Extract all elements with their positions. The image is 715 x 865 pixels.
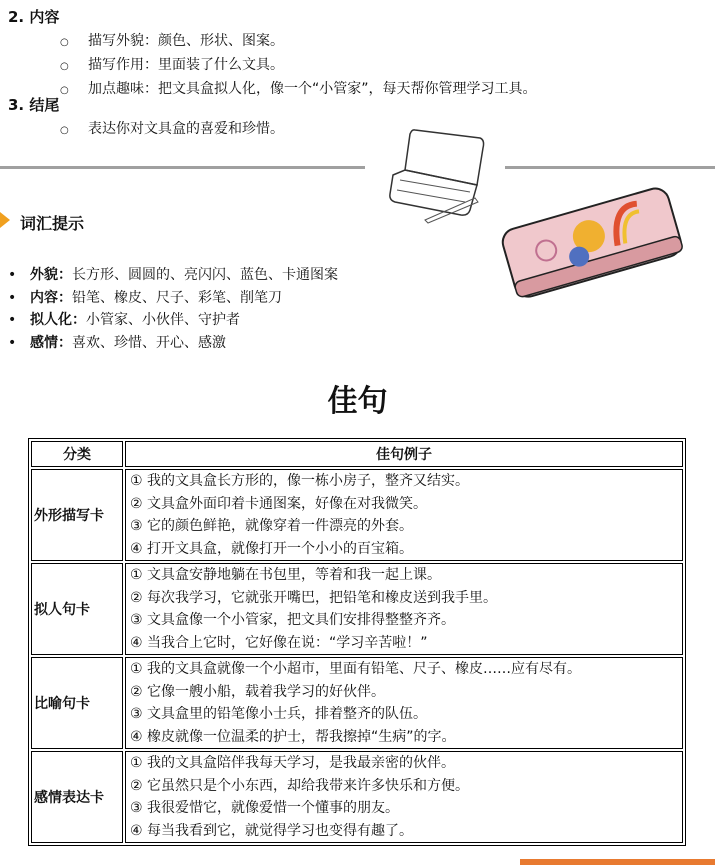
sentence: ④ 打开文具盒，就像打开一个小小的百宝箱。 (130, 540, 413, 557)
sentence: ① 文具盒安静地躺在书包里，等着和我一起上课。 (130, 567, 441, 583)
list-item: • 外貌：长方形、圆圆的、亮闪闪、蓝色、卡通图案 (8, 267, 338, 283)
section-3-heading: 3. 结尾 (8, 96, 60, 114)
list-item: ○ 表达你对文具盒的喜爱和珍惜。 (60, 121, 284, 137)
sentences-table (28, 438, 686, 846)
sentence: ④ 当我合上它时，它好像在说：“学习辛苦啦！” (130, 634, 428, 651)
sentence: ③ 我很爱惜它，就像爱惜一个懂事的朋友。 (130, 800, 399, 816)
header-category: 分类 (31, 441, 123, 467)
diamond-bullet-icon (0, 212, 10, 228)
divider (0, 166, 365, 169)
list-item: ○ 描写外貌：颜色、形状、图案。 (60, 33, 284, 49)
examples-cell (125, 751, 683, 843)
table-header-row (31, 441, 683, 467)
sentences-title: 佳句 (327, 384, 388, 419)
list-item: • 拟人化：小管家、小伙伴、守护者 (8, 312, 240, 328)
category-cell: 拟人句卡 (31, 563, 123, 655)
section-3-list (60, 118, 284, 138)
vocab-list (8, 264, 338, 354)
sentence: ② 每次我学习，它就张开嘴巴，把铅笔和橡皮送到我手里。 (130, 589, 497, 606)
list-item: ○ 描写作用：里面装了什么文具。 (60, 57, 284, 73)
divider (505, 166, 715, 169)
sentence: ② 它虽然只是个小东西，却给我带来许多快乐和方便。 (130, 777, 469, 794)
sentence: ① 我的文具盒长方形的，像一栋小房子，整齐又结实。 (130, 473, 469, 489)
examples-cell (125, 563, 683, 655)
sentence: ③ 文具盒里的铅笔像小士兵，排着整齐的队伍。 (130, 706, 427, 722)
vocab-title: 词汇提示 (20, 214, 85, 233)
sentence: ③ 文具盒像一个小管家，把文具们安排得整整齐齐。 (130, 612, 455, 628)
category-cell: 感情表达卡 (31, 751, 123, 843)
bottom-accent-bar (520, 859, 715, 865)
list-item: • 内容：铅笔、橡皮、尺子、彩笔、削笔刀 (8, 289, 282, 306)
list-item: • 感情：喜欢、珍惜、开心、感激 (8, 334, 226, 351)
sentence: ④ 橡皮就像一位温柔的护士，帮我擦掉“生病”的字。 (130, 728, 456, 745)
sentence: ③ 它的颜色鲜艳，就像穿着一件漂亮的外套。 (130, 518, 413, 534)
examples-cell (125, 657, 683, 749)
sentence: ② 文具盒外面印着卡通图案，好像在对我微笑。 (130, 495, 427, 512)
sentence: ① 我的文具盒陪伴我每天学习，是我最亲密的伙伴。 (130, 755, 455, 771)
table-row (31, 469, 683, 561)
table-row (31, 657, 683, 749)
section-2-heading: 2. 内容 (8, 8, 60, 26)
sentence: ④ 每当我看到它，就觉得学习也变得有趣了。 (130, 822, 413, 839)
table-row (31, 751, 683, 843)
header-examples: 佳句例子 (125, 441, 683, 467)
list-item: ○ 加点趣味：把文具盒拟人化，像一个“小管家”，每天帮你管理学习工具。 (60, 81, 537, 97)
pink-pencil-case-image (495, 178, 685, 303)
category-cell: 外形描写卡 (31, 469, 123, 561)
category-cell: 比喻句卡 (31, 657, 123, 749)
pencil-case-sketch-image (385, 120, 495, 225)
section-2-list (60, 30, 537, 102)
sentence: ② 它像一艘小船，载着我学习的好伙伴。 (130, 683, 385, 700)
table-row (31, 563, 683, 655)
sentence: ① 我的文具盒就像一个小超市，里面有铅笔、尺子、橡皮……应有尽有。 (130, 661, 581, 677)
examples-cell (125, 469, 683, 561)
